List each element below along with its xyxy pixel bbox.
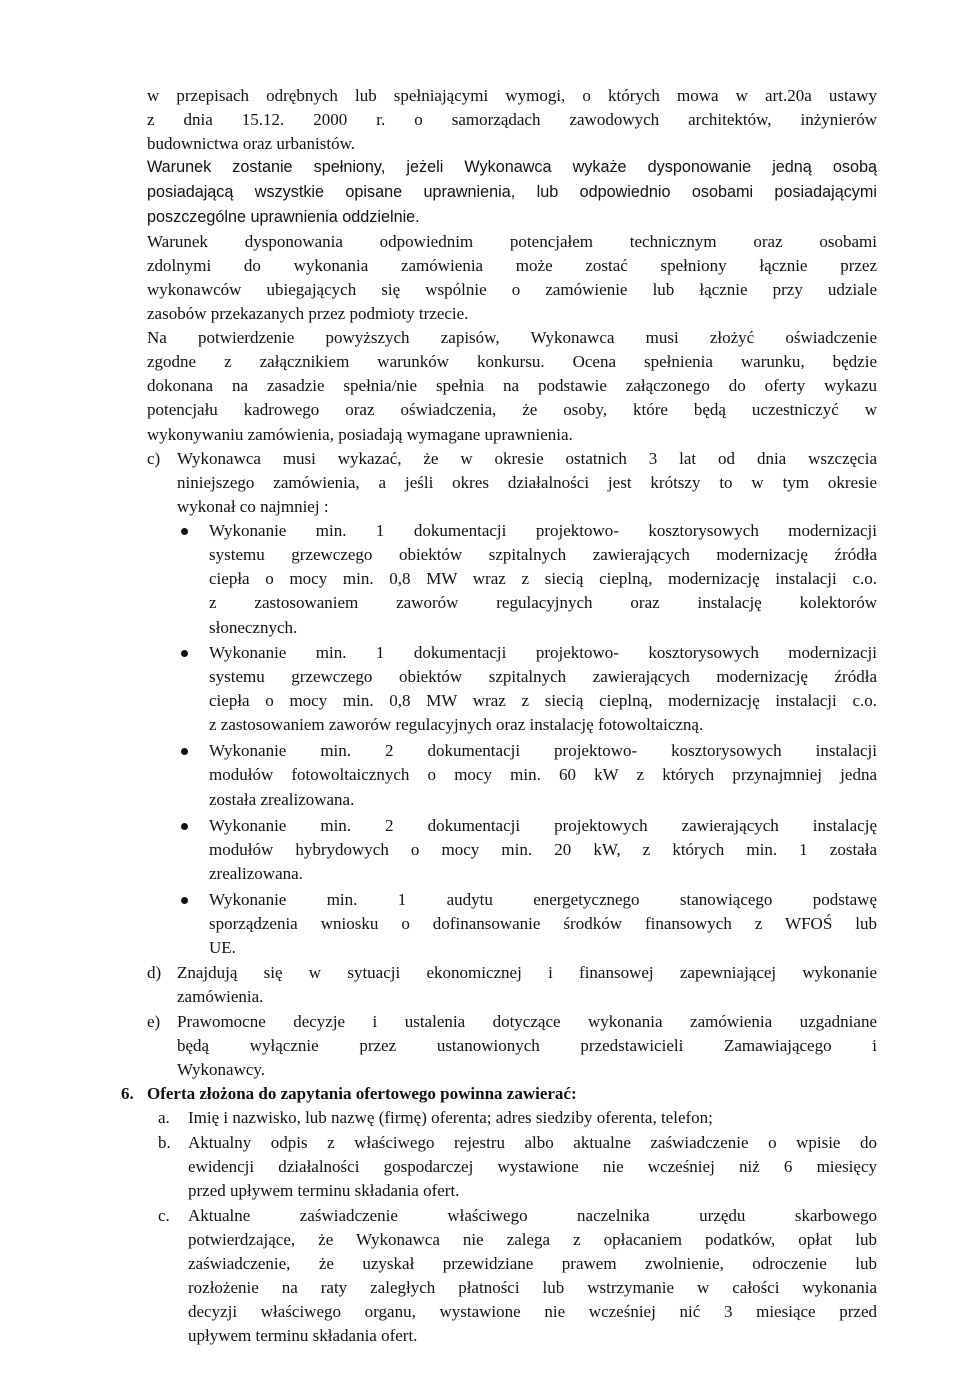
section-6-item-c-line-4: rozłożenie na raty zaległych płatności lub wstrzymanie w całości wykonania — [188, 1278, 877, 1297]
paragraph-2-line-4: zasobów przekazanych przez podmioty trzecie. — [147, 304, 469, 323]
intro-line-2: z dnia 15.12. 2000 r. o samorządach zawodowych architektów, inżynierów — [147, 110, 877, 129]
bullet-2-line-1: Wykonanie min. 1 dokumentacji projektowo- kosztorysowych modernizacji — [209, 643, 877, 662]
section-6-item-c-line-3: zaświadczenie, że uzyskał przewidziane prawem zwolnienie, odroczenie lub — [188, 1254, 877, 1273]
paragraph-3-line-1: Na potwierdzenie powyższych zapisów, Wykonawca musi złożyć oświadczenie — [147, 328, 877, 347]
item-c-marker: c) — [147, 449, 161, 468]
paragraph-3-line-3: dokonana na zasadzie spełnia/nie spełnia na podstawie załączonego do oferty wykazu — [147, 376, 877, 395]
section-6-item-c-line-2: potwierdzające, że Wykonawca nie zalega z opłacaniem podatków, opłat lub — [188, 1230, 877, 1249]
bullet-3-line-2: modułów fotowoltaicznych o mocy min. 60 kW z których przynajmniej jedna — [209, 765, 877, 784]
bullet-icon — [181, 650, 188, 657]
paragraph-3-line-2: zgodne z załącznikiem warunków konkursu. Ocena spełnienia warunku, będzie — [147, 352, 877, 371]
bullet-icon — [181, 823, 188, 830]
section-6-item-c-line-6: upływem terminu składania ofert. — [188, 1326, 418, 1345]
bullet-5-line-2: sporządzenia wniosku o dofinansowanie środków finansowych z WFOŚ lub — [209, 914, 877, 933]
section-6-item-c-marker: c. — [158, 1206, 170, 1225]
bullet-1-line-2: systemu grzewczego obiektów szpitalnych zawierających modernizację źródła — [209, 545, 877, 564]
item-d-line-2: zamówienia. — [177, 987, 264, 1006]
item-d-marker: d) — [147, 963, 162, 982]
intro-line-3: budownictwa oraz urbanistów. — [147, 134, 356, 153]
section-6-item-b-line-3: przed upływem terminu składania ofert. — [188, 1181, 460, 1200]
item-e-line-2: będą wyłącznie przez ustanowionych przedstawicieli Zamawiającego i — [177, 1036, 877, 1055]
paragraph-1-line-3: poszczególne uprawnienia oddzielnie. — [147, 208, 420, 226]
item-e-line-3: Wykonawcy. — [177, 1060, 266, 1079]
bullet-2-line-2: systemu grzewczego obiektów szpitalnych zawierających modernizację źródła — [209, 667, 877, 686]
item-d-line-1: Znajdują się w sytuacji ekonomicznej i finansowej zapewniającej wykonanie — [177, 963, 877, 982]
paragraph-1-line-2: posiadającą wszystkie opisane uprawnienia, lub odpowiednio osobami posiadającymi — [147, 183, 877, 201]
section-6-heading: Oferta złożona do zapytania ofertowego powinna zawierać: — [147, 1084, 577, 1103]
bullet-4-line-1: Wykonanie min. 2 dokumentacji projektowych zawierających instalację — [209, 816, 877, 835]
bullet-icon — [181, 897, 188, 904]
paragraph-3-line-5: wykonywaniu zamówienia, posiadają wymagane uprawnienia. — [147, 425, 573, 444]
item-e-line-1: Prawomocne decyzje i ustalenia dotyczące wykonania zamówienia uzgadniane — [177, 1012, 877, 1031]
bullet-1-line-4: z zastosowaniem zaworów regulacyjnych oraz instalację kolektorów — [209, 593, 877, 612]
paragraph-2-line-2: zdolnymi do wykonania zamówienia może zostać spełniony łącznie przez — [147, 256, 877, 275]
bullet-3-line-1: Wykonanie min. 2 dokumentacji projektowo- kosztorysowych instalacji — [209, 741, 877, 760]
item-e-marker: e) — [147, 1012, 161, 1031]
item-c-line-3: wykonał co najmniej : — [177, 497, 329, 516]
section-6-item-b-line-1: Aktualny odpis z właściwego rejestru albo aktualne zaświadczenie o wpisie do — [188, 1133, 877, 1152]
section-6-item-a-line-1: Imię i nazwisko, lub nazwę (firmę) oferenta; adres siedziby oferenta, telefon; — [188, 1108, 713, 1127]
bullet-5-line-1: Wykonanie min. 1 audytu energetycznego stanowiącego podstawę — [209, 890, 877, 909]
bullet-1-line-3: ciepła o mocy min. 0,8 MW wraz z siecią cieplną, modernizację instalacji c.o. — [209, 569, 877, 588]
paragraph-3-line-4: potencjału kadrowego oraz oświadczenia, że osoby, które będą uczestniczyć w — [147, 400, 877, 419]
bullet-3-line-3: została zrealizowana. — [209, 790, 355, 809]
section-6-item-a-marker: a. — [158, 1108, 170, 1127]
paragraph-1-line-1: Warunek zostanie spełniony, jeżeli Wykonawca wykaże dysponowanie jedną osobą — [147, 158, 877, 176]
section-6-item-b-line-2: ewidencji działalności gospodarczej wystawione nie wcześniej niż 6 miesięcy — [188, 1157, 877, 1176]
bullet-2-line-3: ciepła o mocy min. 0,8 MW wraz z siecią cieplną, modernizację instalacji c.o. — [209, 691, 877, 710]
bullet-4-line-2: modułów hybrydowych o mocy min. 20 kW, z których min. 1 została — [209, 840, 877, 859]
section-6-item-c-line-5: decyzji właściwego organu, wystawione nie wcześniej nić 3 miesiące przed — [188, 1302, 877, 1321]
section-6-item-b-marker: b. — [158, 1133, 171, 1152]
intro-line-1: w przepisach odrębnych lub spełniającymi wymogi, o których mowa w art.20a ustawy — [147, 86, 877, 105]
item-c-line-1: Wykonawca musi wykazać, że w okresie ostatnich 3 lat od dnia wszczęcia — [177, 449, 877, 468]
bullet-1-line-1: Wykonanie min. 1 dokumentacji projektowo- kosztorysowych modernizacji — [209, 521, 877, 540]
bullet-1-line-5: słonecznych. — [209, 618, 298, 637]
section-6-number: 6. — [121, 1084, 134, 1103]
paragraph-2-line-3: wykonawców ubiegających się wspólnie o zamówienie lub łącznie przy udziale — [147, 280, 877, 299]
item-c-line-2: niniejszego zamówienia, a jeśli okres działalności jest krótszy to w tym okresie — [177, 473, 877, 492]
bullet-4-line-3: zrealizowana. — [209, 864, 303, 883]
bullet-5-line-3: UE. — [209, 938, 236, 957]
bullet-2-line-4: z zastosowaniem zaworów regulacyjnych oraz instalację fotowoltaiczną. — [209, 715, 704, 734]
bullet-icon — [181, 748, 188, 755]
section-6-item-c-line-1: Aktualne zaświadczenie właściwego naczelnika urzędu skarbowego — [188, 1206, 877, 1225]
bullet-icon — [181, 528, 188, 535]
paragraph-2-line-1: Warunek dysponowania odpowiednim potencjałem technicznym oraz osobami — [147, 232, 877, 251]
